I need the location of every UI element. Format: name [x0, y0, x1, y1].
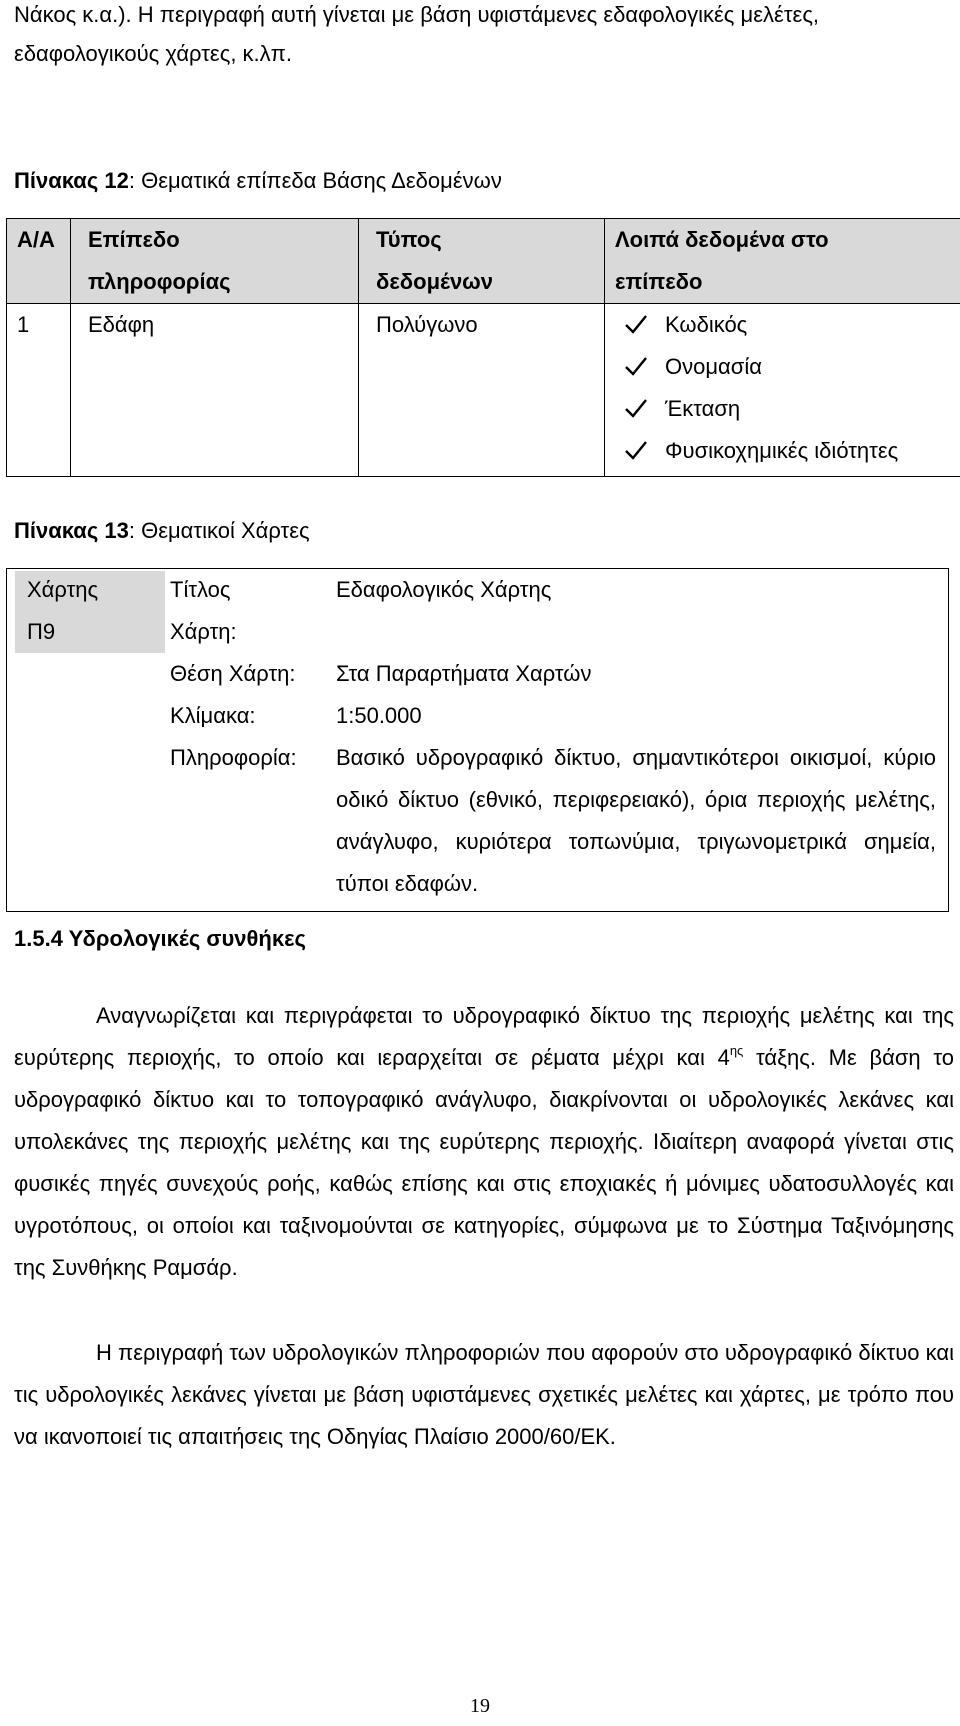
list-item-label: Έκταση — [665, 396, 741, 421]
table12-divider — [70, 219, 71, 476]
checkmark-icon — [625, 356, 647, 376]
header-type-2: δεδομένων — [376, 269, 494, 294]
list-item-label: Κωδικός — [665, 312, 748, 337]
position-label: Θέση Χάρτη: — [170, 661, 296, 686]
table13-caption-rest: : Θεματικοί Χάρτες — [128, 518, 310, 543]
paragraph-1-part-2: τάξης. Με βάση το υδρογραφικό δίκτυο και το τοπογραφικό ανάγλυφο, διακρίνονται οι υδρολογικές λεκάνες και υπολεκάνες της περιοχής μελέτης και της ευρύτερης περιοχής. Ιδιαίτερη αναφορά γίνεται στις φυσικές πηγές συνεχούς ροής, καθώς επίσης και στις εποχιακές ή μόνιμες υδατοσυλλογές και υγροτόπους, οι οποίοι και ταξινομούνται σε κατηγορίες, σύμφωνα με το Σύστημα Ταξινόμησης της Συνθήκης Ραμσάρ. — [14, 1045, 954, 1280]
table12-caption-rest: : Θεματικά επίπεδα Βάσης Δεδομένων — [128, 168, 502, 193]
list-item-label: Φυσικοχημικές ιδιότητες — [665, 438, 899, 463]
title-label-2: Χάρτη: — [170, 619, 237, 644]
header-aa: Α/Α — [17, 227, 55, 252]
checkmark-icon — [625, 398, 647, 418]
checkmark-icon — [625, 314, 647, 334]
row-level: Εδάφη — [88, 312, 155, 337]
list-item — [625, 430, 898, 472]
header-other-1: Λοιπά δεδομένα στο — [615, 227, 829, 252]
scale-label: Κλίμακα: — [170, 703, 256, 728]
table12 — [6, 218, 960, 477]
table13 — [6, 568, 949, 912]
info-label: Πληροφορία: — [170, 745, 297, 770]
header-level-2: πληροφορίας — [88, 269, 231, 294]
section-title: 1.5.4 Υδρολογικές συνθήκες — [14, 926, 306, 951]
table13-caption — [14, 518, 310, 544]
row-type: Πολύγωνο — [376, 312, 478, 337]
paragraph-1 — [14, 995, 954, 1289]
paragraph-1-sup: ης — [729, 1043, 744, 1058]
list-item — [625, 304, 747, 346]
position-value: Στα Παραρτήματα Χαρτών — [336, 661, 592, 686]
map-label: Χάρτης — [27, 577, 99, 602]
header-other-2: επίπεδο — [615, 269, 703, 294]
top-text-line-2: εδαφολογικούς χάρτες, κ.λπ. — [14, 41, 292, 66]
table13-caption-prefix: Πίνακας 13 — [14, 518, 129, 543]
title-value: Εδαφολογικός Χάρτης — [336, 577, 552, 602]
info-value: Βασικό υδρογραφικό δίκτυο, σημαντικότεροι οικισμοί, κύριο οδικό δίκτυο (εθνικό, περιφερειακό), όρια περιοχής μελέτης, ανάγλυφο, κυριότερα τοπωνύμια, τριγωνομετρικά σημεία, τύποι εδαφών. — [336, 745, 936, 896]
title-label-1: Τίτλος — [170, 577, 231, 602]
checkmark-icon — [625, 440, 647, 460]
list-item — [625, 346, 762, 388]
top-text-line-1: Νάκος κ.α.). Η περιγραφή αυτή γίνεται με βάση υφιστάμενες εδαφολογικές μελέτες, — [14, 2, 820, 27]
table12-divider — [358, 219, 359, 476]
paragraph-2: Η περιγραφή των υδρολογικών πληροφοριών που αφορούν στο υδρογραφικό δίκτυο και τις υδρολογικές λεκάνες γίνεται με βάση υφιστάμενες σχετικές μελέτες και χάρτες, με τρόπο που να ικανοποιεί τις απαιτήσεις της Οδηγίας Πλαίσιο 2000/60/ΕΚ. — [14, 1340, 954, 1449]
page-number: 19 — [470, 1695, 490, 1717]
list-item — [625, 388, 740, 430]
header-level-1: Επίπεδο — [88, 227, 180, 252]
table12-divider — [604, 219, 605, 476]
map-id: Π9 — [27, 619, 56, 644]
table12-caption-prefix: Πίνακας 12 — [14, 168, 129, 193]
paragraph-1-part-1: Αναγνωρίζεται και περιγράφεται το υδρογραφικό δίκτυο της περιοχής μελέτης και της ευρύτερης περιοχής, το οποίο και ιεραρχείται σε ρέματα μέχρι και 4 — [14, 1003, 954, 1070]
header-type-1: Τύπος — [376, 227, 442, 252]
row-num: 1 — [17, 312, 30, 337]
list-item-label: Ονομασία — [665, 354, 762, 379]
table12-caption — [14, 168, 502, 194]
scale-value: 1:50.000 — [336, 703, 422, 728]
